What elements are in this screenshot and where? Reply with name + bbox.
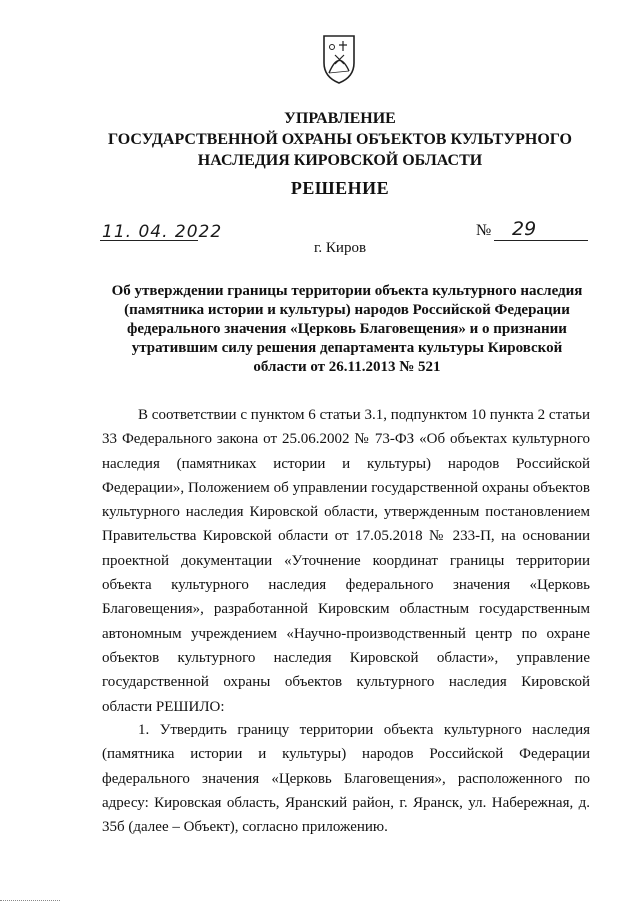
subject-line: (памятника истории и культуры) народов Российской Федерации: [124, 302, 570, 318]
subject-line: Об утверждении границы территории объекта культурного наследия: [111, 283, 583, 299]
kirov-coat-of-arms-icon: [321, 33, 357, 85]
subject-line: федерального значения «Церковь Благовещения» и о признании: [127, 321, 567, 337]
org-line: УПРАВЛЕНИЕ: [284, 110, 396, 127]
scan-edge-mark: [0, 900, 60, 904]
org-line: ГОСУДАРСТВЕННОЙ ОХРАНЫ ОБЪЕКТОВ КУЛЬТУРНОГО: [108, 131, 572, 148]
city-of-issue: г. Киров: [313, 240, 367, 256]
number-label: №: [476, 222, 492, 239]
clause-1-paragraph: 1. Утвердить границу территории объекта культурного наследия (памятника истории и культуры) народов Российской Федерации федерального значения «Церковь Благовещения», расположенного по адресу: Кировская область, Яранский район, г. Яранск, ул. Набережная, д. 35б (далее – Объект), согласно приложению.: [102, 722, 590, 836]
issuing-authority: [80, 108, 600, 171]
handwritten-number: 29: [512, 218, 537, 240]
preamble-paragraph: В соответствии с пунктом 6 статьи 3.1, подпунктом 10 пункта 2 статьи 33 Федерального закона от 25.06.2002 № 73-ФЗ «Об объектах культурного наследия (памятниках истории и культуры) народов Российской Федерации», Положением об управлении государственной охраны объектов культурного наследия Кировской области, утвержденным постановлением Правительства Кировской области от 17.05.2018 № 233-П, на основании проектной документации «Уточнение координат границы территории объекта культурного наследия федерального значения «Церковь Благовещения», разработанной Кировским областным государственным автономным учреждением «Научно-производственный центр по охране объектов культурного наследия Кировской области», управление государственной охраны объектов культурного наследия Кировской области РЕШИЛО:: [102, 407, 590, 715]
document-type-heading: РЕШЕНИЕ: [290, 178, 390, 198]
subject-line: области от 26.11.2013 № 521: [253, 359, 441, 375]
handwritten-date: 11. 04. 2022: [102, 222, 223, 242]
subject-line: утратившим силу решения департамента культуры Кировской: [131, 340, 563, 356]
document-subject: [102, 282, 592, 377]
org-line: НАСЛЕДИЯ КИРОВСКОЙ ОБЛАСТИ: [197, 152, 483, 169]
